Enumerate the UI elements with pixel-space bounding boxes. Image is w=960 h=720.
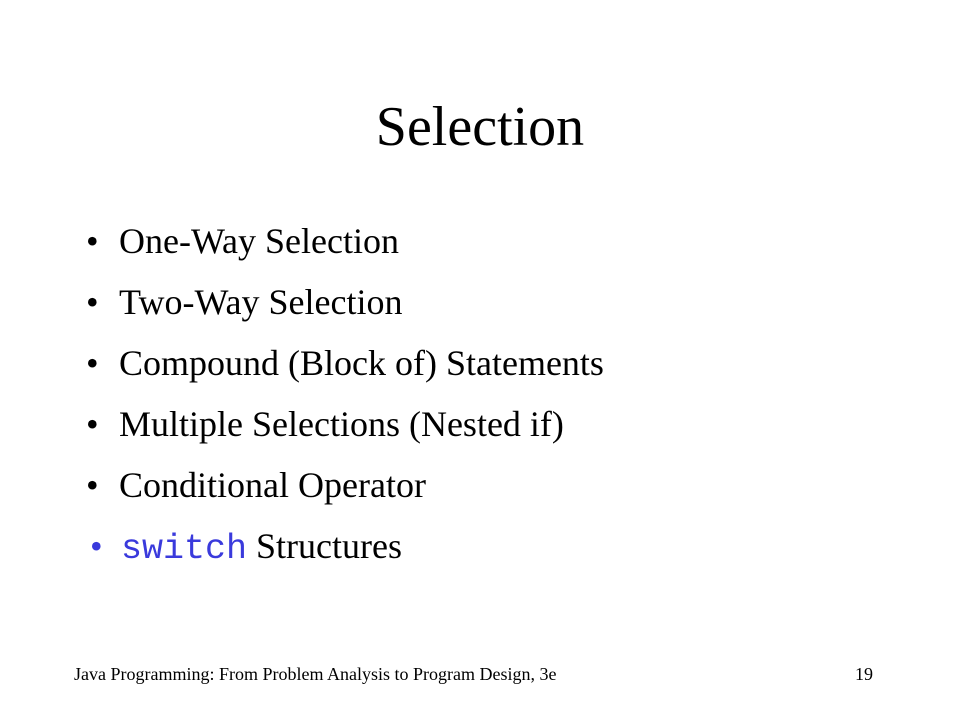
bullet-text-suffix: Structures: [247, 526, 402, 566]
bullet-icon: •: [86, 282, 99, 322]
bullet-text: One-Way Selection: [119, 221, 400, 261]
footer-text: Java Programming: From Problem Analysis to Program Design, 3e: [74, 664, 557, 684]
code-keyword: switch: [121, 529, 248, 569]
bullet-text: Conditional Operator: [119, 465, 426, 505]
bullet-text: Two-Way Selection: [119, 282, 403, 322]
bullet-text: Compound (Block of) Statements: [119, 343, 604, 383]
slide-title: Selection: [375, 96, 585, 158]
bullet-icon: •: [86, 404, 99, 444]
bullet-text: Multiple Selections (Nested if): [119, 404, 564, 444]
bullet-icon: •: [86, 465, 99, 505]
bullet-icon: •: [86, 343, 99, 383]
bullet-icon: •: [86, 221, 99, 261]
page-number: 19: [855, 664, 873, 684]
bullet-icon: •: [90, 526, 103, 566]
bullet-text: [121, 523, 402, 572]
